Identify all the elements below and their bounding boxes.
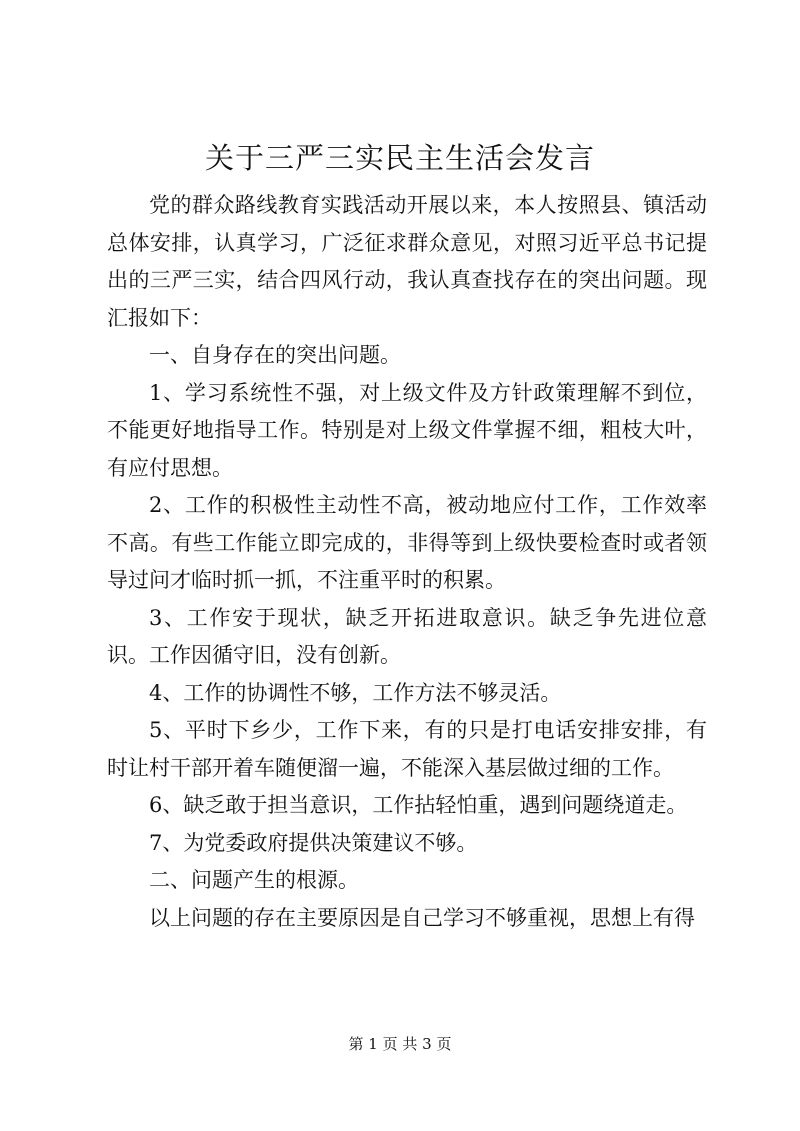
section-heading-2: 二、问题产生的根源。 bbox=[149, 868, 359, 892]
document-title: 关于三严三实民主生活会发言 bbox=[204, 141, 595, 175]
list-item-2: 2、工作的积极性主动性不高，被动地应付工作，工作效率不高。有些工作能立即完成的，非得等到上级快要检查时或者领导过问才临时抓一抓，不注重平时的积累。 bbox=[107, 493, 707, 592]
list-item-3: 3、工作安于现状，缺乏开拓进取意识。缺乏争先进位意识。工作因循守旧，没有创新。 bbox=[107, 605, 707, 667]
document-body bbox=[107, 187, 707, 937]
list-item-4: 4、工作的协调性不够，工作方法不够灵活。 bbox=[149, 680, 562, 705]
page-footer: 第 1 页 共 3 页 bbox=[348, 1035, 452, 1053]
section-heading-1: 一、自身存在的突出问题。 bbox=[149, 343, 401, 367]
list-item-1: 1、学习系统性不强，对上级文件及方针政策理解不到位，不能更好地指导工作。特别是对上级文件掌握不细，粗枝大叶，有应付思想。 bbox=[107, 380, 707, 480]
list-item-6: 6、缺乏敢于担当意识，工作拈轻怕重，遇到问题绕道走。 bbox=[149, 793, 688, 817]
list-item-5: 5、平时下乡少，工作下来，有的只是打电话安排安排，有时让村干部开着车随便溜一遍，不能深入基层做过细的工作。 bbox=[107, 718, 707, 780]
paragraph-intro: 党的群众路线教育实践活动开展以来，本人按照县、镇活动总体安排，认真学习，广泛征求群众意见，对照习近平总书记提出的三严三实，结合四风行动，我认真查找存在的突出问题。现汇报如下： bbox=[107, 193, 707, 330]
paragraph-cause: 以上问题的存在主要原因是自己学习不够重视，思想上有得 bbox=[149, 905, 695, 930]
list-item-7: 7、为党委政府提供决策建议不够。 bbox=[149, 830, 478, 855]
